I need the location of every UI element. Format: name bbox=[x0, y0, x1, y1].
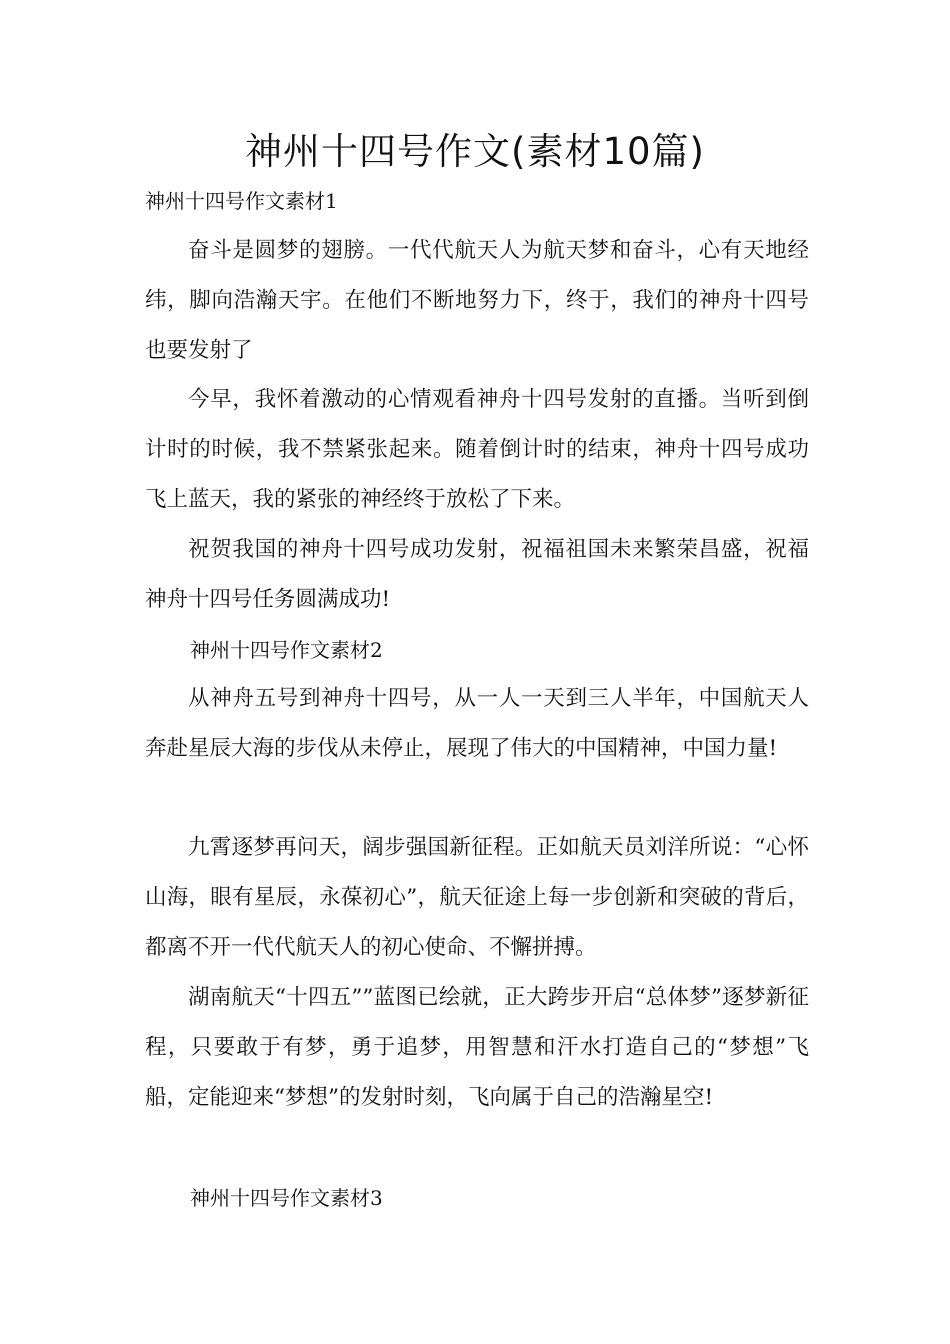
paragraph-1-3: 祝贺我国的神舟十四号成功发射，祝福祖国未来繁荣昌盛，祝福神舟十四号任务圆满成功! bbox=[145, 537, 809, 612]
section-heading-3: 神州十四号作文素材3 bbox=[190, 1186, 383, 1210]
section-heading-2: 神州十四号作文素材2 bbox=[190, 638, 383, 662]
paragraph-1-2: 今早，我怀着激动的心情观看神舟十四号发射的直播。当听到倒计时的时候，我不禁紧张起来。随着倒计时的结束，神舟十四号成功飞上蓝天，我的紧张的神经终于放松了下来。 bbox=[145, 387, 809, 512]
section-heading-1: 神州十四号作文素材1 bbox=[145, 189, 338, 213]
paragraph-2-1: 从神舟五号到神舟十四号，从一人一天到三人半年，中国航天人奔赴星辰大海的步伐从未停止，展现了伟大的中国精神，中国力量! bbox=[145, 686, 809, 761]
paragraph-2-2: 九霄逐梦再问天，阔步强国新征程。正如航天员刘洋所说：“心怀山海，眼有星辰，永葆初心”，航天征途上每一步创新和突破的背后，都离不开一代代航天人的初心使命、不懈拼搏。 bbox=[145, 835, 809, 960]
document-title: 神州十四号作文(素材10篇) bbox=[245, 130, 705, 173]
paragraph-1-1: 奋斗是圆梦的翅膀。一代代航天人为航天梦和奋斗，心有天地经纬，脚向浩瀚天宇。在他们不断地努力下，终于，我们的神舟十四号也要发射了 bbox=[145, 238, 809, 363]
paragraph-2-3: 湖南航天“十四五””蓝图已绘就，正大跨步开启“总体梦”逐梦新征程，只要敢于有梦，勇于追梦，用智慧和汗水打造自己的“梦想”飞船，定能迎来“梦想”的发射时刻，飞向属于自己的浩瀚星空! bbox=[145, 985, 809, 1110]
